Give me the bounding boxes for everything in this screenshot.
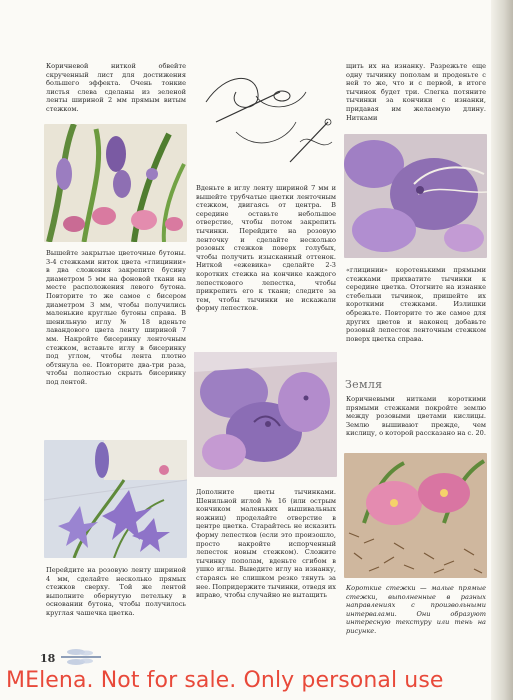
dragonfly-icon — [56, 645, 106, 667]
photo-stamens — [344, 134, 487, 258]
watermark: MElena. Not for sale. Only personal use — [6, 668, 444, 693]
photo-buds — [44, 440, 187, 558]
photo-earth-stitches — [344, 453, 487, 578]
photo-bluebells — [44, 124, 187, 242]
col3-caption-text: Короткие стежки — малые прямые стежки, выполненные в разных направлениях с произвольными интервалами. Они образуют интересную текстуру или тень на рисунке. — [346, 584, 486, 635]
col2-middle — [196, 184, 336, 315]
col3-top-text: щить их на изнанку. Разрежьте еще одну тычинку пополам и проденьте с ней то же, что и с первой, в итоге тычинок будет три. Слегка потяните тычинки за кончики с изнанки, придавая им желаемую длину. Нитками — [346, 62, 486, 122]
col2-bottom — [196, 488, 336, 602]
col1-intro — [46, 62, 186, 116]
col3-earth-text: Коричневыми нитками короткими прямыми стежками покройте землю между розовыми цветами кислицы. Землю вышивают прежде, чем кислицу, о которой рассказано на с. 20. — [346, 395, 486, 438]
col2-bottom-text: Дополните цветы тычинками. Шенильной иглой № 16 (или острым кончиком маленьких вышивальных ножниц) проделайте отверстие в центре цветка. Старайтесь не исказить форму лепестков (если это произошло, просто накройте испорченный лепесток новым стежком). Сложите тычинку пополам, вденьте сгибом в ушко иглы. Выведите иглу на изнанку, стараясь не слишком резко тянуть за нее. Попридержите тычинки, отведя их вправо, чтобы случайно не вытащить — [196, 488, 336, 600]
col1-buds-text: Вышейте закрытые цветочные бутоны. 3-4 стежками ниток цвета «глицинии» в два сложения закрепите бусину диаметром 5 мм на фоновой ткани на месте расположения левого бутона. Повторите то же самое с бисером диаметром 3 мм, чтобы получились маленькие круглые бутоны справа. В шенильную иглу № 18 вденьте лавандового цвета ленту шириной 7 мм. Накройте бисеринку ленточным стежком, вставьте иглу в бисеринку под углом, чтобы лента плотно обтянула ее. Повторите два-три раза, чтобы полностью скрыть бисеринку под лентой. — [46, 249, 186, 386]
col1-intro-text: Коричневой ниткой обвейте скрученный лист для достижения большего эффекта. Очень тонкие листья слева сделаны из зеленой ленты шириной 2 мм прямым витым стежком. — [46, 62, 186, 113]
page-number: 18 — [40, 652, 56, 665]
col3-middle — [346, 266, 486, 345]
col2-middle-text: Вденьте в иглу ленту шириной 7 мм и вышейте трубчатые цветки ленточным стежком, двигаясь от центра. В середине оставьте небольшое отверстие, чтобы потом закрепить тычинки. Перейдите на розовую ленточку и сделайте несколько розовых стежков поверх голубых, чтобы получить изысканный оттенок. Ниткой «ежевика» сделайте 2-3 коротких стежка на кончике каждого лепесткового лепестка, чтобы прикрепить его к ткани; следите за тем, чтобы тычинки не искажали форму лепестков. — [196, 184, 336, 313]
col3-top — [346, 62, 486, 124]
col1-buds — [46, 249, 186, 389]
col1-bottom — [46, 566, 186, 620]
col1-bottom-text: Перейдите на розовую ленту шириной 4 мм, сделайте несколько прямых стежков сверху. Той же лентой выполните обернутую петельку в основании бутона, чтобы получилось круглая чашечка цветка. — [46, 566, 186, 617]
section-heading-earth: Земля — [345, 378, 383, 391]
col3-earth — [346, 395, 486, 440]
col3-caption — [346, 584, 486, 638]
col3-middle-text: «глицинии» коротенькими прямыми стежками прихватите тычинки к середине цветка. Отогните на изнанке стебельки тычинок, пришейте их короткими стежками. Излишки обрежьте. Повторите то же самое для других цветов и наконец добавьте розовый лепесток ленточным стежком поверх цветка справа. — [346, 266, 486, 343]
photo-lilac-flowers — [194, 352, 337, 477]
needle-sketch-small — [280, 112, 340, 172]
page-gutter — [491, 0, 513, 700]
